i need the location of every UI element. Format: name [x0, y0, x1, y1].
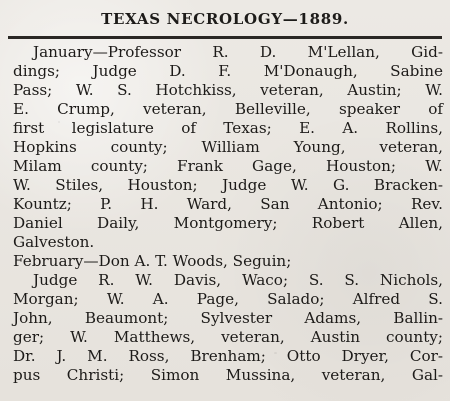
text-line: pus Christi; Simon Mussina, veteran, Gal-	[13, 366, 443, 384]
document-title: TEXAS NECROLOGY—1889.	[101, 10, 349, 28]
text-line: Judge R. W. Davis, Waco; S. S. Nichols,	[33, 271, 443, 289]
text-line: first legislature of Texas; E. A. Rollins,	[13, 119, 443, 137]
text-line: John, Beaumont; Sylvester Adams, Ballin-	[13, 309, 443, 327]
text-line: Milam county; Frank Gage, Houston; W.	[13, 157, 443, 175]
text-line: Kountz; P. H. Ward, San Antonio; Rev.	[13, 195, 443, 213]
text-line: January—Professor R. D. M'Lellan, Gid-	[33, 43, 443, 61]
text-line: W. Stiles, Houston; Judge W. G. Bracken-	[13, 176, 443, 194]
text-line: Daniel Daily, Montgomery; Robert Allen,	[13, 214, 443, 232]
text-line: Dr. J. M. Ross, Brenham; Otto Dryer, Cor-	[13, 347, 443, 365]
text-line: Morgan; W. A. Page, Salado; Alfred S.	[13, 290, 443, 308]
text-line: Galveston.	[13, 233, 95, 251]
title-divider	[8, 36, 442, 39]
text-line: E. Crump, veteran, Belleville, speaker of	[13, 100, 443, 118]
text-line: Pass; W. S. Hotchkiss, veteran, Austin; W.	[13, 81, 443, 99]
text-line: dings; Judge D. F. M'Donaugh, Sabine	[13, 62, 443, 80]
text-line: Hopkins county; William Young, veteran,	[13, 138, 443, 156]
text-line: ger; W. Matthews, veteran, Austin county;	[13, 328, 443, 346]
text-line: February—Don A. T. Woods, Seguin;	[13, 252, 292, 270]
